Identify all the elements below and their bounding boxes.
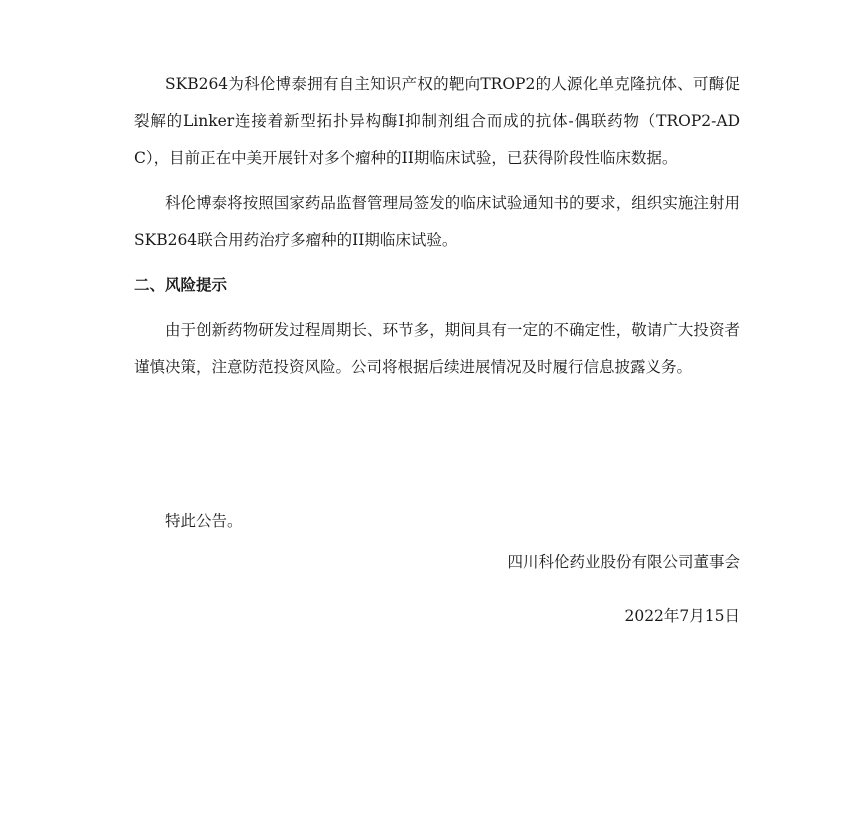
closing-note: 特此公告。	[165, 512, 243, 530]
document-body	[134, 66, 740, 386]
signature: 四川科伦药业股份有限公司董事会	[507, 553, 740, 571]
paragraph-clinical-trial-plan: 科伦博泰将按照国家药品监督管理局签发的临床试验通知书的要求，组织实施注射用SKB264联合用药治疗多瘤种的II期临床试验。	[134, 194, 740, 249]
document-date: 2022年7月15日	[624, 607, 740, 625]
section-heading-risk: 二、风险提示	[134, 276, 228, 294]
paragraph-skb264-description: SKB264为科伦博泰拥有自主知识产权的靶向TROP2的人源化单克隆抗体、可酶促裂解的Linker连接着新型拓扑异构酶I抑制剂组合而成的抗体-偶联药物（TROP2-ADC），目前正在中美开展针对多个瘤种的II期临床试验，已获得阶段性临床数据。	[134, 75, 740, 167]
document-closing	[134, 503, 740, 635]
paragraph-risk-warning: 由于创新药物研发过程周期长、环节多，期间具有一定的不确定性，敬请广大投资者谨慎决策，注意防范投资风险。公司将根据后续进展情况及时履行信息披露义务。	[134, 321, 740, 376]
